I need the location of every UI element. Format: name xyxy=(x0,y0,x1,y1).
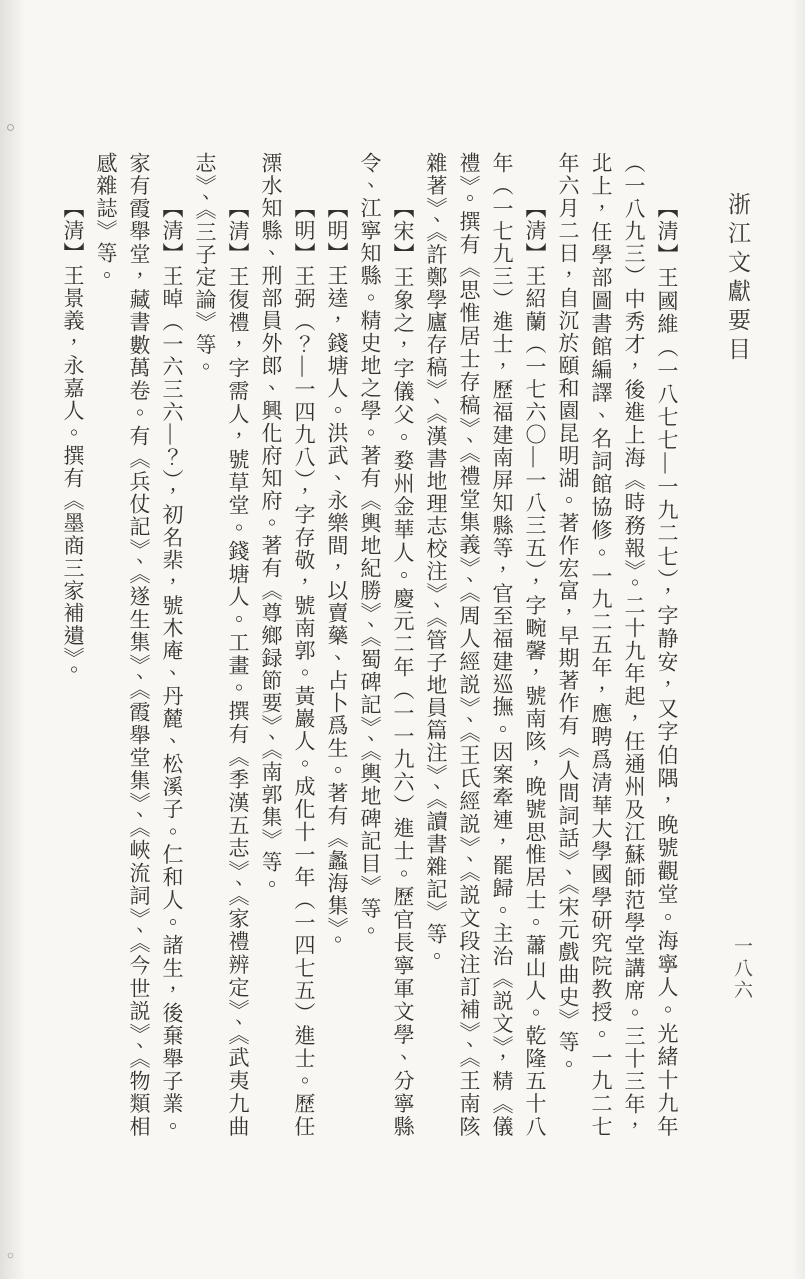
bibliography-entry: 【宋】王象之，字儀父。婺州金華人。慶元二年（一一九六）進士。歷官長寧軍文學、分寧縣令、江寧知縣。精史地之學。著有《輿地紀勝》、《蜀碑記》、《輿地碑記目》等。 xyxy=(358,152,415,1138)
page-gutter-shadow xyxy=(0,0,26,1279)
bibliography-entry: 【清】王景義，永嘉人。撰有《墨商三家補遺》。 xyxy=(61,197,85,682)
book-section-title: 浙江文獻要目 xyxy=(725,192,750,366)
scan-speck xyxy=(8,1253,14,1259)
bibliography-entry: 【清】王晫（一六三六—？），初名棐，號木庵、丹麓、松溪子。仁和人。諸生，後棄舉子業。家有霞舉堂，藏書數萬卷。有《兵仗記》、《遂生集》、《霞舉堂集》、《峽流詞》、《今世説》、《物類相感雜誌》等。 xyxy=(94,152,184,1138)
bibliography-entry: 【清】王國維（一八七七—一九二七），字静安，又字伯隅，晚號觀堂。海寧人。光緒十九年（一八九三）中秀才，後進上海《時務報》。二十九年起，任通州及江蘇師范學堂講席。三十三年，北上，任學部圖書館編譯、名詞館協修。一九二五年，應聘爲清華大學國學研究院教授。一九二七年六月二日，自沉於頤和園昆明湖。著作宏富，早期著作有《人間詞話》、《宋元戲曲史》等。 xyxy=(556,152,679,1138)
bibliography-entry: 【清】王復禮，字需人，號草堂。錢塘人。工畫。撰有《季漢五志》、《家禮辨定》、《武夷九曲志》、《三子定論》等。 xyxy=(193,152,250,1138)
bibliography-entry: 【清】王紹蘭（一七六〇—一八三五），字畹馨，號南陔，晚號思惟居士。蕭山人。乾隆五十八年（一七九三）進士，歷福建南屏知縣等，官至福建巡撫。因案牽連，罷歸。主治《説文》，精《儀禮》。撰有《思惟居士存稿》、《禮堂集義》、《周人經説》、《王氏經説》、《説文段注訂補》、《王南陔雜著》、《許鄭學廬存稿》、《漢書地理志校注》、《管子地員篇注》、《讀書雜記》等。 xyxy=(424,152,547,1138)
scan-speck xyxy=(7,124,14,131)
bibliography-text-block xyxy=(38,152,683,1138)
bibliography-entry: 【明】王逵，錢塘人。洪武、永樂間，以賣藥、占卜爲生。著有《蠡海集》。 xyxy=(325,197,349,952)
page-edge-shadow xyxy=(791,0,805,1279)
bibliography-entry: 【明】王弼（？—一四九八），字存敬，號南郭。黃巖人。成化十一年（一四七五）進士。歷任溧水知縣、刑部員外郎、興化府知府。著有《尊鄉録節要》、《南郭集》等。 xyxy=(259,152,316,1138)
page-number: 一八六 xyxy=(731,936,752,1002)
